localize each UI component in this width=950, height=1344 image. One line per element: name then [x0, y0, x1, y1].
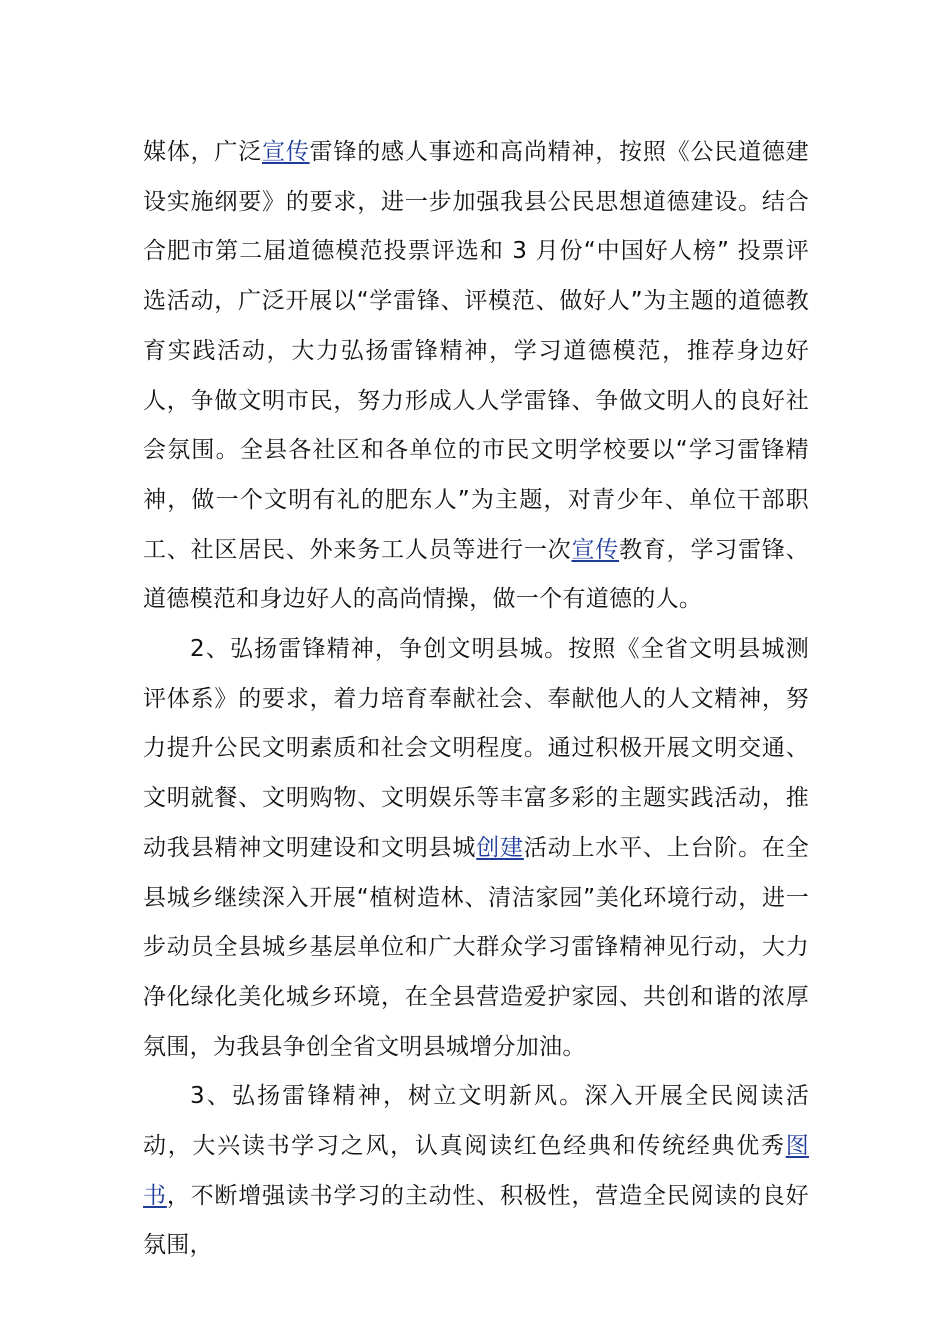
- text-segment: 媒体，广泛: [143, 139, 263, 165]
- text-segment: 雷锋的感人事迹和高尚精神，按照《公民道德建设实施纲要》的要求，进一步加强我县公民思想道德建设。结合合肥市第二届道德模范投票评选和 3 月份“中国好人榜” 投票评选活动，广泛开展以“学雷锋、评模范、做好人”为主题的道德教育实践活动，大力弘扬雷锋精神，学习道德模范，推荐身边好人，争做文明市民，努力形成人人学雷锋、争做文明人的良好社会氛围。全县各社区和各单位的市民文明学校要以“学习雷锋精神，做一个文明有礼的肥东人”为主题，对青少年、单位干部职工、社区居民、外来务工人员等进行一次: [143, 139, 809, 563]
- text-segment: 活动上水平、上台阶。在全县城乡继续深入开展“植树造林、清洁家园”美化环境行动，进一步动员全县城乡基层单位和广大群众学习雷锋精神见行动，大力净化绿化美化城乡环境，在全县营造爱护家园、共创和谐的浓厚氛围，为我县争创全省文明县城增分加油。: [143, 834, 809, 1060]
- link-chuangjian[interactable]: 创建: [476, 834, 524, 861]
- link-xuanchuan-2[interactable]: 宣传: [571, 536, 620, 563]
- document-body: [143, 128, 809, 1271]
- text-segment: 2、弘扬雷锋精神，争创文明县城。按照《全省文明县城测评体系》的要求，着力培育奉献社会、奉献他人的人文精神，努力提升公民文明素质和社会文明程度。通过积极开展文明交通、文明就餐、文明购物、文明娱乐等丰富多彩的主题实践活动，推动我县精神文明建设和文明县城: [143, 636, 809, 861]
- text-segment: ，不断增强读书学习的主动性、积极性，营造全民阅读的良好氛围，: [143, 1182, 809, 1259]
- paragraph-item-3: [143, 1072, 809, 1271]
- paragraph-item-2: [143, 625, 809, 1072]
- text-segment: 3、弘扬雷锋精神，树立文明新风。深入开展全民阅读活动，大兴读书学习之风，认真阅读红色经典和传统经典优秀: [143, 1083, 809, 1160]
- paragraph-intro-continuation: [143, 128, 809, 625]
- link-tushu[interactable]: 图书: [143, 1133, 809, 1209]
- link-xuanchuan[interactable]: 宣传: [262, 139, 310, 165]
- text-segment: 教育，学习雷锋、道德模范和身边好人的高尚情操，做一个有道德的人。: [143, 536, 809, 613]
